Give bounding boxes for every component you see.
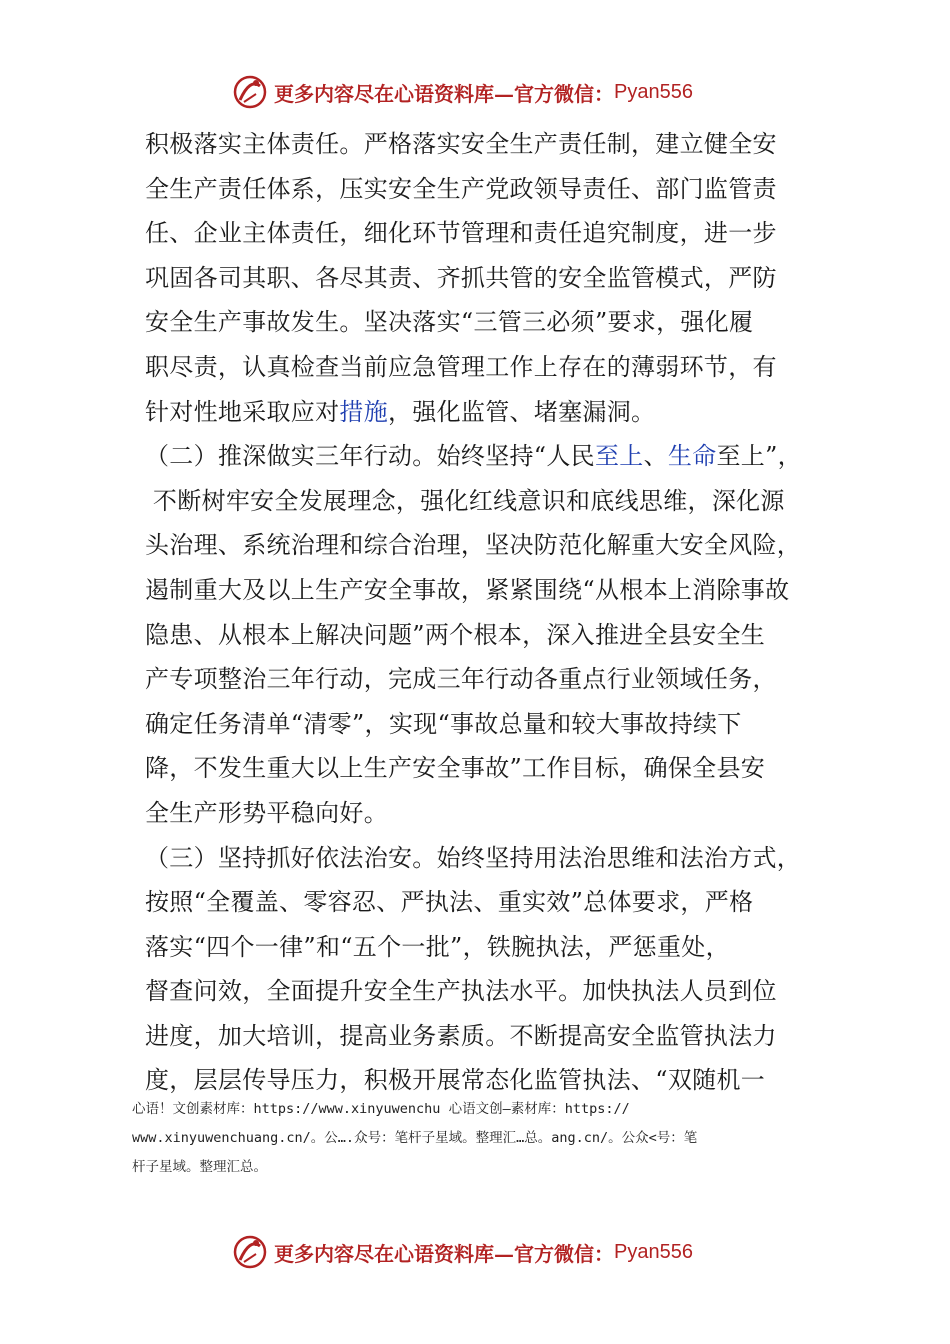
document-body — [145, 122, 845, 1103]
text-line: 不断树牢安全发展理念，强化红线意识和底线思维，深化源 — [145, 486, 785, 515]
banner-text: 更多内容尽在心语资料库—官方微信： — [274, 81, 614, 106]
link-measures[interactable]: 措施 — [339, 397, 389, 426]
text-line: 巩固各司其职、各尽其责、齐抓共管的安全监管模式，严防 — [145, 263, 777, 292]
text-line: （二）推深做实三年行动。始终坚持“人民至上、生命至上”， — [145, 442, 802, 471]
header-banner — [232, 72, 693, 112]
banner-wechat-handle: Pyan556 — [614, 1240, 693, 1263]
text-line: 产专项整治三年行动，完成三年行动各重点行业领域任务， — [145, 665, 777, 694]
text-line: 落实“四个一律”和“五个一批”，铁腕执法，严惩重处， — [145, 932, 730, 961]
text-line: 度，层层传导压力，积极开展常态化监管执法、“双随机一 — [145, 1066, 766, 1095]
text-line: 全生产形势平稳向好。 — [145, 798, 388, 827]
banner-text: 更多内容尽在心语资料库—官方微信： — [274, 1241, 614, 1266]
text-line: 全生产责任体系，压实安全生产党政领导责任、部门监管责 — [145, 174, 777, 203]
footer-note — [132, 1095, 832, 1182]
text-line: 按照“全覆盖、零容忍、严执法、重实效”总体要求，严格 — [145, 888, 754, 917]
text-line: 督查问效，全面提升安全生产执法水平。加快执法人员到位 — [145, 977, 777, 1006]
footer-banner — [232, 1232, 693, 1272]
text-line: 积极落实主体责任。严格落实安全生产责任制，建立健全安 — [145, 130, 777, 158]
text-line: 隐患、从根本上解决问题”两个根本，深入推进全县安全生 — [145, 620, 766, 649]
link-supreme[interactable]: 至上 — [594, 442, 644, 471]
footer-note-line: www.xinyuwenchuang.cn/。公….众号：笔杆子星域。整理汇…总。ang.cn/。公众<号：笔 — [132, 1130, 698, 1146]
brand-logo-icon — [232, 74, 268, 110]
banner-wechat-handle: Pyan556 — [614, 80, 693, 103]
footer-note-line: 心语！文创素材库：https://www.xinyuwenchu 心语文创—素材库：https:// — [132, 1101, 630, 1117]
footer-note-line: 杆子星域。整理汇总。 — [132, 1159, 267, 1175]
text-line: 降，不发生重大以上生产安全事故”工作目标，确保全县安 — [145, 754, 766, 783]
text-line: 确定任务清单“清零”，实现“事故总量和较大事故持续下 — [145, 709, 742, 738]
text-line: 安全生产事故发生。坚决落实“三管三必须”要求，强化履 — [145, 308, 754, 337]
text-line: 针对性地采取应对措施，强化监管、堵塞漏洞。 — [145, 397, 656, 426]
link-life[interactable]: 生命 — [667, 442, 717, 471]
text-line: （三）坚持抓好依法治安。始终坚持用法治思维和法治方式， — [145, 843, 802, 872]
text-line: 任、企业主体责任，细化环节管理和责任追究制度，进一步 — [145, 219, 777, 248]
text-line: 遏制重大及以上生产安全事故，紧紧围绕“从根本上消除事故 — [145, 575, 790, 604]
brand-logo-icon — [232, 1234, 268, 1270]
text-line: 职尽责，认真检查当前应急管理工作上存在的薄弱环节，有 — [145, 352, 777, 381]
text-line: 头治理、系统治理和综合治理，坚决防范化解重大安全风险， — [145, 531, 802, 560]
text-line: 进度，加大培训，提高业务素质。不断提高安全监管执法力 — [145, 1021, 777, 1050]
